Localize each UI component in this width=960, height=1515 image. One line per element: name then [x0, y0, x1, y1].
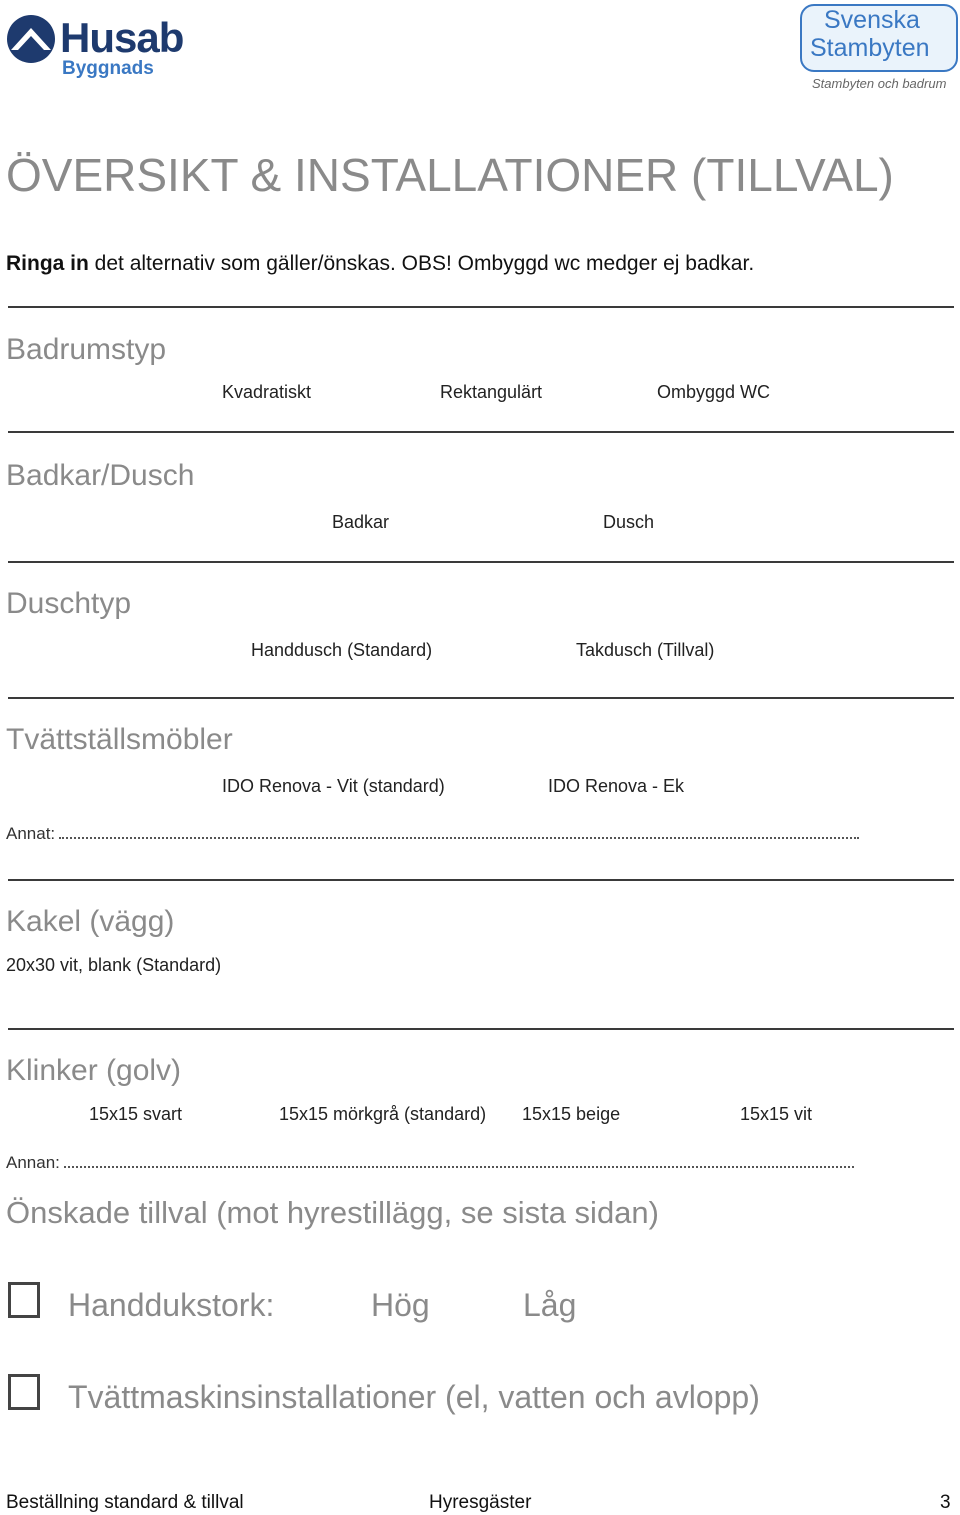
- option-klinker-svart[interactable]: 15x15 svart: [89, 1104, 183, 1124]
- page-title: ÖVERSIKT & INSTALLATIONER (TILLVAL): [6, 149, 894, 201]
- annat-line[interactable]: [6, 823, 859, 844]
- divider: [8, 561, 954, 563]
- svenska-stambyten-line2: Stambyten: [810, 34, 930, 62]
- handdukstork-checkbox[interactable]: [8, 1282, 40, 1318]
- annan-label: Annan:: [6, 1153, 60, 1172]
- option-handdusch[interactable]: Handdusch (Standard): [251, 640, 433, 660]
- option-rektangulart[interactable]: Rektangulärt: [440, 382, 543, 402]
- section-title-tvattstallsmobler: Tvättställsmöbler: [6, 723, 233, 756]
- option-ombyggd-wc[interactable]: Ombyggd WC: [657, 382, 771, 402]
- tvattmaskin-label: Tvättmaskinsinstallationer (el, vatten och avlopp): [68, 1379, 760, 1415]
- divider: [8, 1028, 954, 1030]
- tvattmaskin-checkbox[interactable]: [8, 1374, 40, 1410]
- divider: [8, 306, 954, 308]
- divider: [8, 431, 954, 433]
- option-badkar[interactable]: Badkar: [332, 512, 390, 532]
- section-title-duschtyp: Duschtyp: [6, 587, 132, 620]
- option-handdukstork-hog[interactable]: Hög: [371, 1287, 430, 1323]
- svenska-stambyten-line1: Svenska: [824, 6, 920, 34]
- husab-logo: [6, 14, 216, 84]
- option-ido-renova-vit[interactable]: IDO Renova - Vit (standard): [222, 776, 445, 796]
- option-klinker-beige[interactable]: 15x15 beige: [522, 1104, 621, 1124]
- footer-center: Hyresgäster: [429, 1492, 532, 1513]
- section-title-badkar-dusch: Badkar/Dusch: [6, 459, 195, 492]
- option-takdusch[interactable]: Takdusch (Tillval): [576, 640, 715, 660]
- section-title-tillval: Önskade tillval (mot hyrestillägg, se sista sidan): [6, 1195, 659, 1230]
- option-handdukstork-lag[interactable]: Låg: [523, 1287, 577, 1323]
- annat-label: Annat:: [6, 824, 56, 843]
- instruction-rest: det alternativ som gäller/önskas. OBS! Ombyggd wc medger ej badkar.: [88, 252, 755, 275]
- husab-mountain-icon: [6, 14, 56, 64]
- annat-dotted-field[interactable]: [59, 823, 859, 839]
- husab-logo-name: Husab: [60, 14, 184, 61]
- option-kakel-vit-blank[interactable]: 20x30 vit, blank (Standard): [6, 955, 222, 975]
- instruction-bold: Ringa in: [6, 252, 89, 275]
- option-klinker-vit[interactable]: 15x15 vit: [740, 1104, 813, 1124]
- section-title-badrumstyp: Badrumstyp: [6, 333, 167, 366]
- husab-logo-sub: Byggnads: [62, 58, 154, 79]
- annan-dotted-field[interactable]: [64, 1152, 854, 1168]
- option-ido-renova-ek[interactable]: IDO Renova - Ek: [548, 776, 685, 796]
- annan-line[interactable]: [6, 1152, 854, 1173]
- instruction-text: [6, 252, 754, 276]
- section-title-kakel: Kakel (vägg): [6, 905, 175, 938]
- svenska-stambyten-tagline: Stambyten och badrum: [812, 76, 947, 91]
- divider: [8, 879, 954, 881]
- section-title-klinker: Klinker (golv): [6, 1054, 182, 1087]
- footer-left: Beställning standard & tillval: [6, 1492, 244, 1513]
- handdukstork-label: Handdukstork:: [68, 1287, 275, 1323]
- svenska-stambyten-logo: [800, 4, 958, 96]
- footer-page-number: 3: [940, 1492, 951, 1513]
- divider: [8, 697, 954, 699]
- option-dusch[interactable]: Dusch: [603, 512, 655, 532]
- option-klinker-morkgra[interactable]: 15x15 mörkgrå (standard): [279, 1104, 487, 1124]
- option-kvadratiskt[interactable]: Kvadratiskt: [222, 382, 312, 402]
